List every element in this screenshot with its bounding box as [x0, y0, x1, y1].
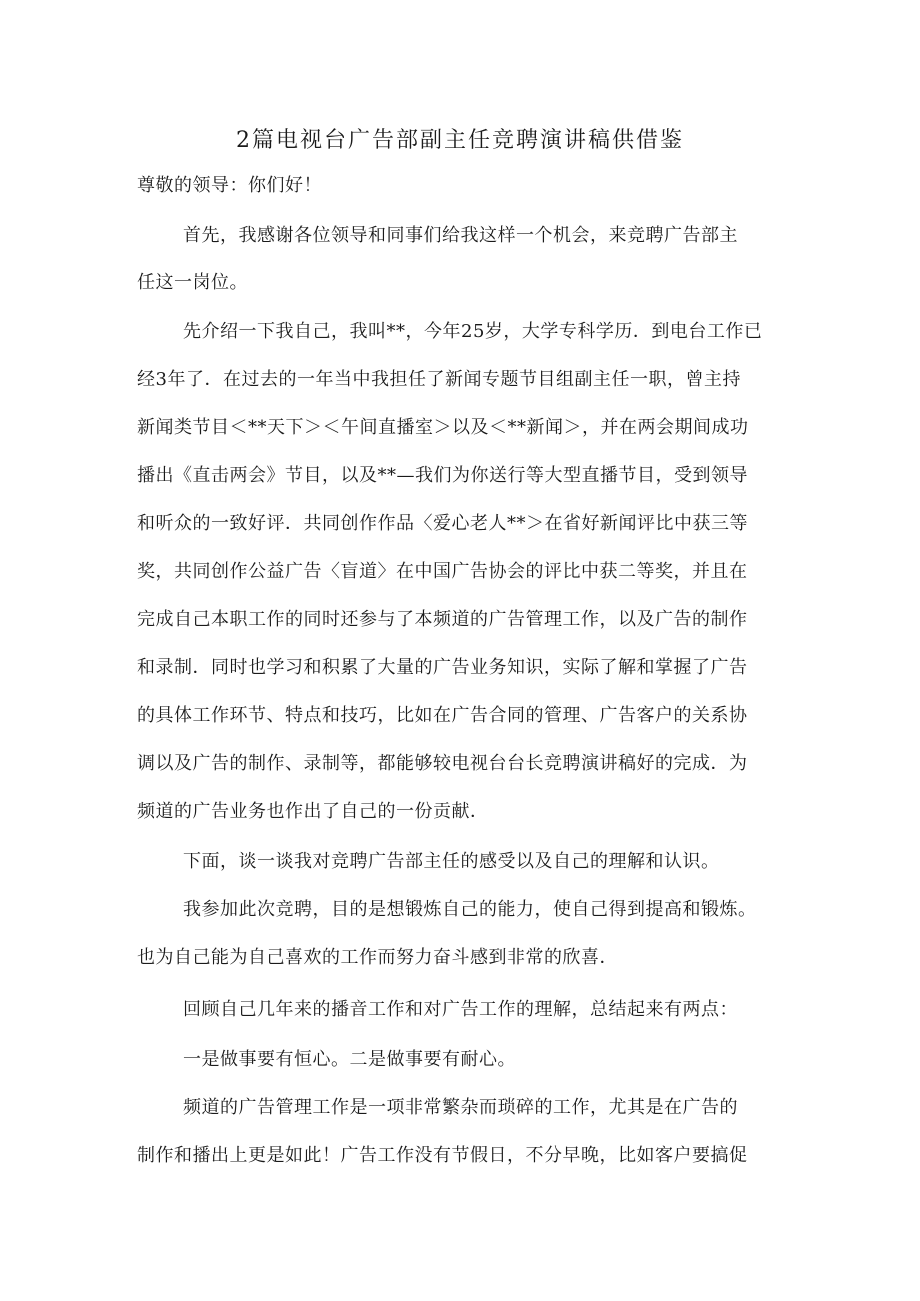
- paragraph-line: 制作和播出上更是如此！广告工作没有节假日，不分早晚，比如客户要搞促: [137, 1145, 748, 1166]
- paragraph-line: 频道的广告业务也作出了自己的一份贡献．: [137, 801, 489, 822]
- paragraph-line: 回顾自己几年来的播音工作和对广告工作的理解，总结起来有两点：: [183, 999, 738, 1020]
- paragraph-line: 和听众的一致好评．共同创作作品〈爱心老人**＞在省好新闻评比中获三等: [137, 513, 748, 534]
- paragraph-line: 我参加此次竞聘，目的是想锻炼自己的能力，使自己得到提高和锻炼。: [183, 899, 757, 920]
- paragraph-line: 和录制．同时也学习和积累了大量的广告业务知识，实际了解和掌握了广告: [137, 657, 748, 678]
- salutation-line: 尊敬的领导：你们好！: [137, 175, 322, 196]
- paragraph-line: 先介绍一下我自己，我叫**，今年25岁，大学专科学历．到电台工作已: [183, 321, 763, 342]
- paragraph-line: 经3年了．在过去的一年当中我担任了新闻专题节目组副主任一职，曾主持: [137, 369, 741, 390]
- paragraph-line: 频道的广告管理工作是一项非常繁杂而琐碎的工作，尤其是在广告的: [183, 1097, 738, 1118]
- paragraph-line: 也为自己能为自己喜欢的工作而努力奋斗感到非常的欣喜．: [137, 947, 618, 968]
- paragraph-line: 任这一岗位。: [137, 272, 248, 293]
- paragraph-line: 下面，谈一谈我对竞聘广告部主任的感受以及自己的理解和认识。: [183, 851, 720, 872]
- paragraph-line: 调以及广告的制作、录制等，都能够较电视台台长竞聘演讲稿好的完成．为: [137, 753, 748, 774]
- paragraph-line: 播出《直击两会》节目，以及**—我们为你送行等大型直播节目，受到领导: [137, 465, 748, 486]
- paragraph-line: 完成自己本职工作的同时还参与了本频道的广告管理工作，以及广告的制作: [137, 609, 748, 630]
- paragraph-line: 一是做事要有恒心。二是做事要有耐心。: [183, 1049, 516, 1070]
- paragraph-line: 奖，共同创作公益广告〈盲道〉在中国广告协会的评比中获二等奖，并且在: [137, 561, 748, 582]
- paragraph-line: 首先，我感谢各位领导和同事们给我这样一个机会，来竞聘广告部主: [183, 225, 738, 246]
- paragraph-line: 新闻类节目＜**天下＞＜午间直播室＞以及＜**新闻＞，并在两会期间成功: [137, 417, 749, 438]
- document-title: 2篇电视台广告部副主任竞聘演讲稿供借鉴: [236, 128, 684, 153]
- paragraph-line: 的具体工作环节、特点和技巧，比如在广告合同的管理、广告客户的关系协: [137, 705, 748, 726]
